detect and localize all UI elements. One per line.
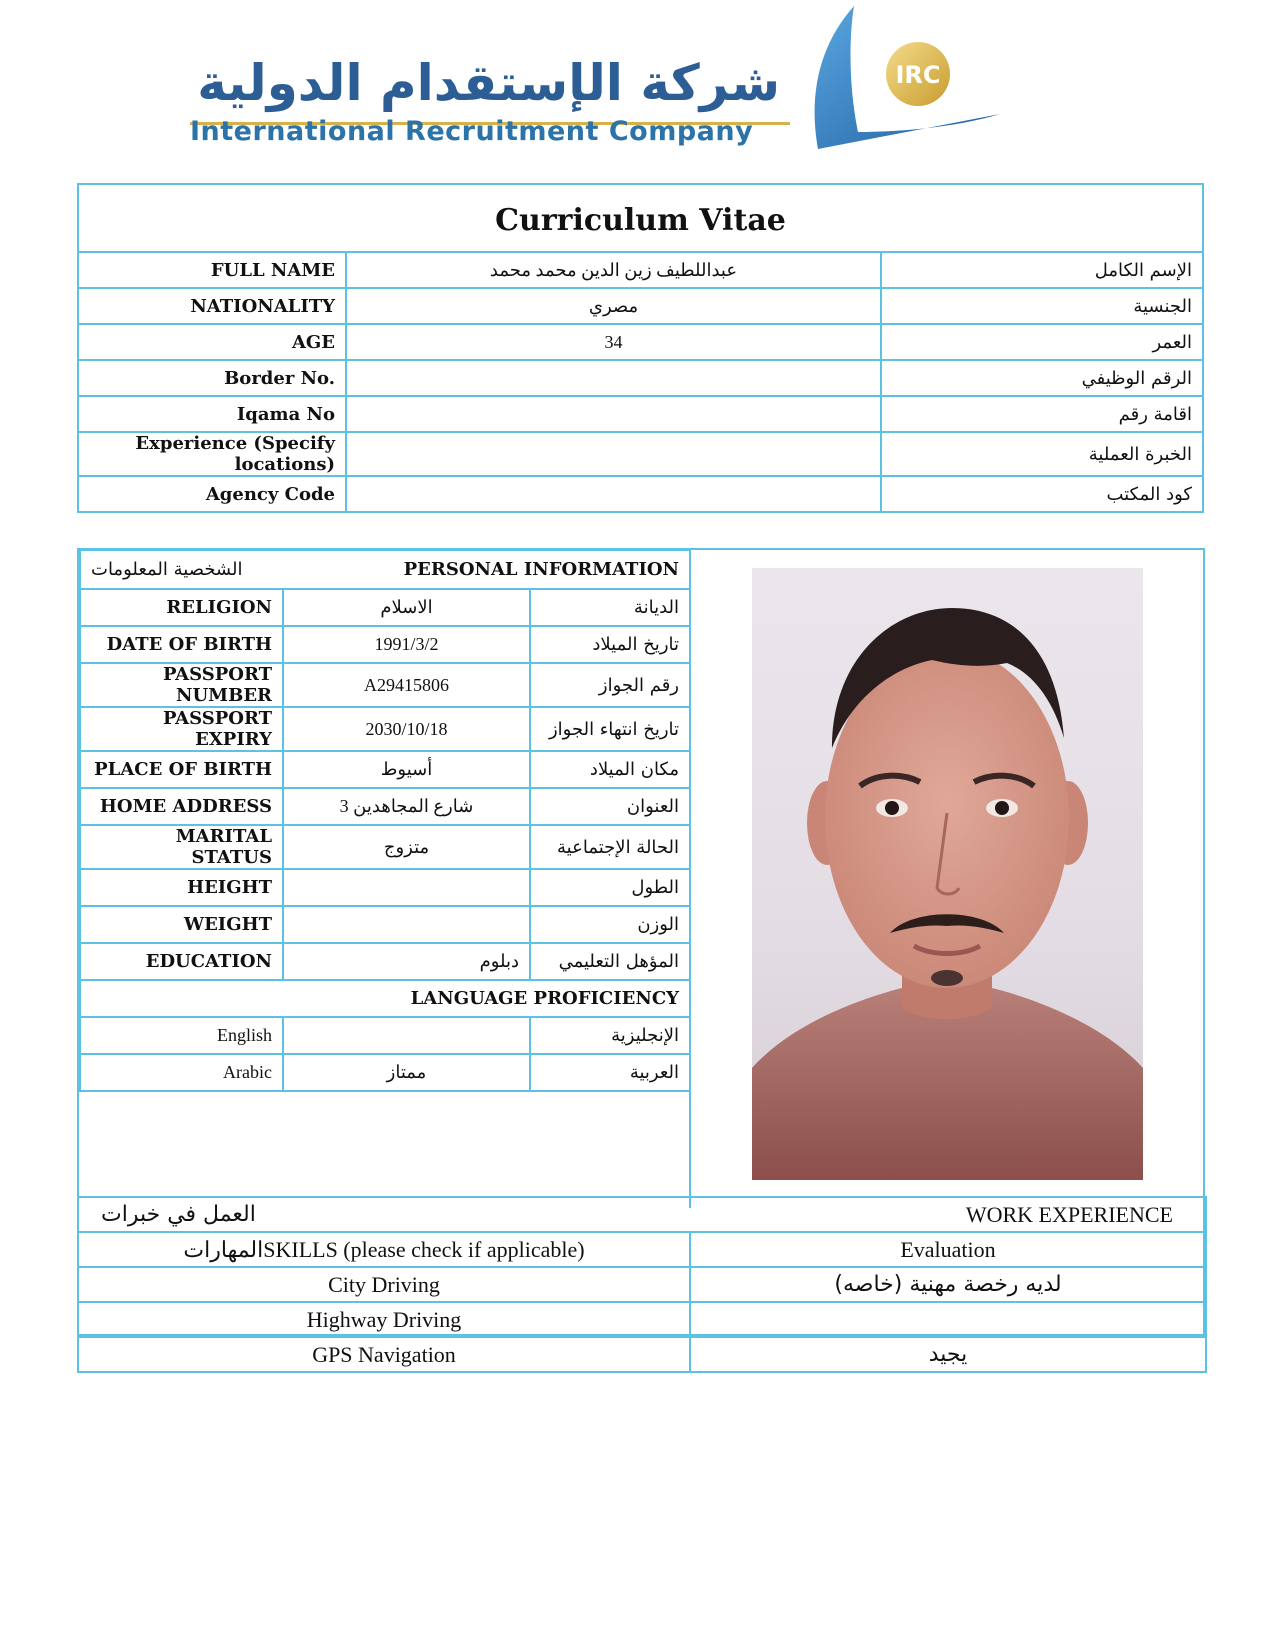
agency-code-value — [346, 476, 881, 512]
marital-status-label: MARITAL STATUS — [80, 825, 283, 869]
religion-label-ar: الديانة — [530, 589, 690, 626]
home-address-label-ar: العنوان — [530, 788, 690, 825]
education-label-ar: المؤهل التعليمي — [530, 943, 690, 980]
language-proficiency-heading: LANGUAGE PROFICIENCY — [80, 980, 690, 1017]
religion-label: RELIGION — [80, 589, 283, 626]
table-row — [78, 1337, 1206, 1372]
age-label-ar: العمر — [881, 324, 1203, 360]
logo-mark-icon — [800, 4, 1020, 164]
border-no-value — [346, 360, 881, 396]
table-row — [80, 906, 690, 943]
weight-label-ar: الوزن — [530, 906, 690, 943]
applicant-photo — [752, 568, 1143, 1180]
place-of-birth-label-ar: مكان الميلاد — [530, 751, 690, 788]
table-row — [78, 1267, 1206, 1302]
border-no-label: Border No. — [78, 360, 346, 396]
age-value: 34 — [346, 324, 881, 360]
passport-expiry-label: PASSPORT EXPIRY — [80, 707, 283, 751]
arabic-label-ar: العربية — [530, 1054, 690, 1091]
passport-expiry-value: 2030/10/18 — [283, 707, 530, 751]
table-row — [78, 432, 1203, 476]
skill-highway-driving: Highway Driving — [78, 1302, 690, 1337]
table-row — [80, 943, 690, 980]
work-experience-table — [77, 1196, 1207, 1373]
english-value — [283, 1017, 530, 1054]
nationality-value: مصري — [346, 288, 881, 324]
skill-gps-navigation: GPS Navigation — [78, 1337, 690, 1372]
english-label: English — [80, 1017, 283, 1054]
table-row — [80, 825, 690, 869]
iqama-no-label: Iqama No — [78, 396, 346, 432]
table-row — [80, 663, 690, 707]
work-experience-heading: WORK EXPERIENCE — [690, 1197, 1206, 1232]
height-value — [283, 869, 530, 906]
evaluation-header: Evaluation — [690, 1232, 1206, 1267]
full-name-label: FULL NAME — [78, 252, 346, 288]
experience-label-ar: الخبرة العملية — [881, 432, 1203, 476]
table-row — [80, 1017, 690, 1054]
skill-city-driving: City Driving — [78, 1267, 690, 1302]
place-of-birth-label: PLACE OF BIRTH — [80, 751, 283, 788]
evaluation-highway-driving — [690, 1302, 1206, 1337]
border-no-label-ar: الرقم الوظيفي — [881, 360, 1203, 396]
personal-info-heading-ar: الشخصية المعلومات — [80, 550, 283, 589]
marital-status-label-ar: الحالة الإجتماعية — [530, 825, 690, 869]
logo-badge-text: IRC — [895, 61, 941, 89]
evaluation-gps-navigation: يجيد — [690, 1337, 1206, 1372]
passport-number-value: A29415806 — [283, 663, 530, 707]
table-row — [80, 869, 690, 906]
height-label: HEIGHT — [80, 869, 283, 906]
agency-code-label: Agency Code — [78, 476, 346, 512]
table-row — [78, 288, 1203, 324]
table-row — [78, 396, 1203, 432]
place-of-birth-value: أسيوط — [283, 751, 530, 788]
table-row — [80, 751, 690, 788]
table-row — [78, 360, 1203, 396]
home-address-label: HOME ADDRESS — [80, 788, 283, 825]
dob-value: 1991/3/2 — [283, 626, 530, 663]
arabic-value: ممتاز — [283, 1054, 530, 1091]
nationality-label-ar: الجنسية — [881, 288, 1203, 324]
table-row — [80, 550, 690, 589]
personal-info-heading: PERSONAL INFORMATION — [283, 550, 690, 589]
full-name-value: عبداللطيف زين الدين محمد محمد — [346, 252, 881, 288]
work-experience-heading-ar: العمل في خبرات — [78, 1197, 690, 1232]
english-label-ar: الإنجليزية — [530, 1017, 690, 1054]
height-label-ar: الطول — [530, 869, 690, 906]
table-row — [78, 252, 1203, 288]
cv-summary-table — [77, 183, 1204, 513]
skills-header: المهاراتSKILLS (please check if applicable) — [78, 1232, 690, 1267]
table-row — [80, 589, 690, 626]
logo-english-name: International Recruitment Company — [190, 116, 754, 147]
table-row — [78, 1302, 1206, 1337]
iqama-no-value — [346, 396, 881, 432]
logo-arabic-name: شركة الإستقدام الدولية — [197, 54, 780, 112]
weight-value — [283, 906, 530, 943]
passport-expiry-label-ar: تاريخ انتهاء الجواز — [530, 707, 690, 751]
table-row — [80, 1054, 690, 1091]
table-row — [80, 980, 690, 1017]
table-row — [78, 1232, 1206, 1267]
full-name-label-ar: الإسم الكامل — [881, 252, 1203, 288]
nationality-label: NATIONALITY — [78, 288, 346, 324]
experience-label: Experience (Specify locations) — [78, 432, 346, 476]
table-row — [80, 788, 690, 825]
passport-number-label: PASSPORT NUMBER — [80, 663, 283, 707]
table-row — [80, 707, 690, 751]
dob-label: DATE OF BIRTH — [80, 626, 283, 663]
table-row — [80, 626, 690, 663]
age-label: AGE — [78, 324, 346, 360]
weight-label: WEIGHT — [80, 906, 283, 943]
table-row — [78, 476, 1203, 512]
arabic-label: Arabic — [80, 1054, 283, 1091]
iqama-no-label-ar: اقامة رقم — [881, 396, 1203, 432]
home-address-value: 3 شارع المجاهدين — [283, 788, 530, 825]
evaluation-city-driving: لديه رخصة مهنية (خاصه) — [690, 1267, 1206, 1302]
experience-value — [346, 432, 881, 476]
marital-status-value: متزوج — [283, 825, 530, 869]
dob-label-ar: تاريخ الميلاد — [530, 626, 690, 663]
agency-code-label-ar: كود المكتب — [881, 476, 1203, 512]
education-value: دبلوم — [283, 943, 530, 980]
table-row — [78, 1197, 1206, 1232]
page-title: Curriculum Vitae — [78, 184, 1203, 252]
table-row — [78, 324, 1203, 360]
religion-value: الاسلام — [283, 589, 530, 626]
company-logo — [180, 4, 1020, 164]
personal-info-table — [79, 549, 691, 1092]
passport-number-label-ar: رقم الجواز — [530, 663, 690, 707]
education-label: EDUCATION — [80, 943, 283, 980]
